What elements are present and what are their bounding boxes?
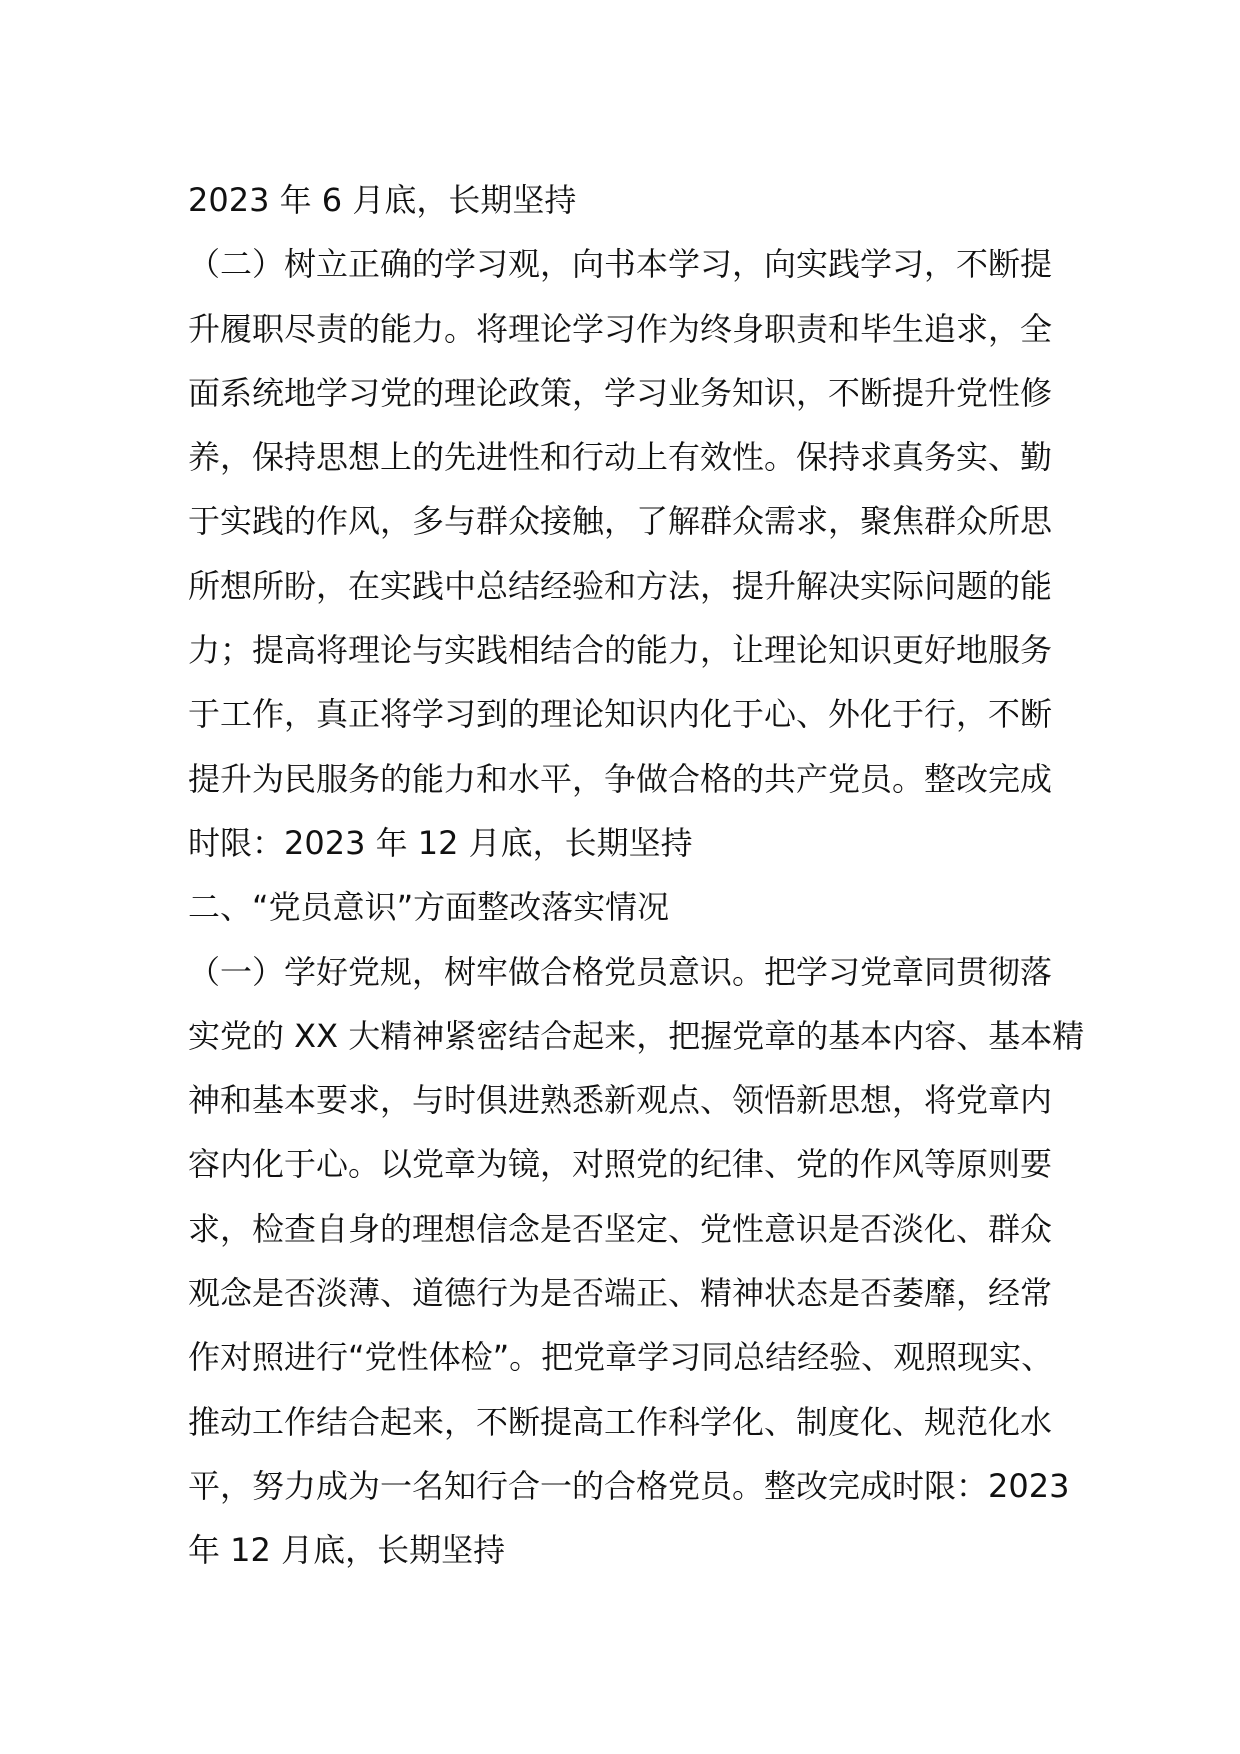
- text-line: 2023 年 6 月底，长期坚持: [188, 181, 577, 219]
- text-line: 所想所盼，在实践中总结经验和方法，提升解决实际问题的能: [188, 566, 1053, 605]
- text-line: 平，努力成为一名知行合一的合格党员。整改完成时限：2023: [188, 1466, 1070, 1505]
- text-line: 求，检查自身的理想信念是否坚定、党性意识是否淡化、群众: [188, 1209, 1053, 1248]
- text-line: 年 12 月底，长期坚持: [188, 1531, 506, 1570]
- text-line: 于工作，真正将学习到的理论知识内化于心、外化于行，不断: [188, 695, 1053, 734]
- text-line: （二）树立正确的学习观，向书本学习，向实践学习，不断提: [188, 245, 1053, 284]
- text-line: 于实践的作风，多与群众接触，了解群众需求，聚焦群众所思: [188, 502, 1053, 541]
- text-line: 容内化于心。以党章为镜，对照党的纪律、党的作风等原则要: [188, 1145, 1053, 1184]
- text-line: 养，保持思想上的先进性和行动上有效性。保持求真务实、勤: [188, 438, 1053, 477]
- text-line: 作对照进行“党性体检”。把党章学习同总结经验、观照现实、: [188, 1338, 1054, 1377]
- text-line: 时限：2023 年 12 月底，长期坚持: [188, 823, 693, 862]
- text-line: 力；提高将理论与实践相结合的能力，让理论知识更好地服务: [188, 631, 1053, 670]
- section-heading: 二、“党员意识”方面整改落实情况: [188, 888, 670, 927]
- text-line: 升履职尽责的能力。将理论学习作为终身职责和毕生追求，全: [188, 309, 1053, 348]
- text-line: （一）学好党规，树牢做合格党员意识。把学习党章同贯彻落: [188, 952, 1053, 991]
- text-line: 实党的 XX 大精神紧密结合起来，把握党章的基本内容、基本精: [188, 1016, 1085, 1055]
- text-line: 推动工作结合起来，不断提高工作科学化、制度化、规范化水: [188, 1402, 1053, 1441]
- text-line: 观念是否淡薄、道德行为是否端正、精神状态是否萎靡，经常: [188, 1274, 1053, 1313]
- text-line: 提升为民服务的能力和水平，争做合格的共产党员。整改完成: [188, 759, 1053, 798]
- text-line: 面系统地学习党的理论政策，学习业务知识，不断提升党性修: [188, 373, 1053, 412]
- body-text: [188, 168, 1085, 1583]
- text-line: 神和基本要求，与时俱进熟悉新观点、领悟新思想，将党章内: [188, 1081, 1053, 1120]
